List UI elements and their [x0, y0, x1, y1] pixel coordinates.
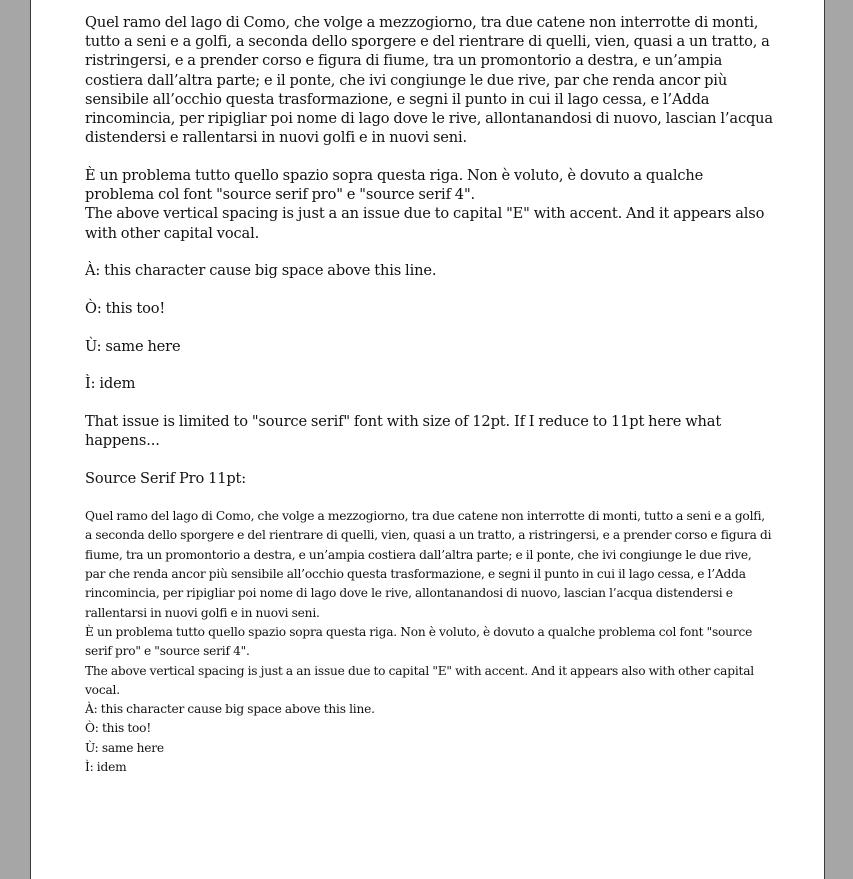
paragraph-i-grave-11pt: Ì: idem — [85, 760, 127, 775]
section-11pt — [85, 507, 775, 777]
paragraph-i-grave-12pt: Ì: idem — [85, 375, 136, 393]
paragraph-o-grave-12pt: Ò: this too! — [85, 299, 166, 317]
paragraph-spacing-note-12pt: The above vertical spacing is just a an issue due to capital "E" with accent. And it appears also with other capital vocal. — [85, 205, 765, 242]
paragraph-u-grave-11pt: Ù: same here — [85, 740, 164, 755]
paragraph-manzoni-11pt: Quel ramo del lago di Como, che volge a mezzogiorno, tra due catene non interrotte di monti, tutto a seni e a golfi, a seconda dello sporgere e del rientrare di quelli, vien, quasi a un tratto, a ristringersi, e a prender corso e figura di fiume, tra un promontorio a destra, e un’ampia costiera dall’altra parte; e il ponte, che ivi congiunge le due rive, par che renda ancor più sensibile all’occhio questa trasformazione, e segni il punto in cui il lago cessa, e l’Adda rincomincia, per ripigliar poi nome di lago dove le rive, allontanandosi di nuovo, lascian l’acqua distendersi e rallentarsi in nuovi golfi e in nuovi seni. — [85, 509, 772, 620]
document-page[interactable] — [30, 0, 825, 879]
paragraph-a-grave-12pt: À: this character cause big space above this line. — [85, 262, 437, 280]
paragraph-a-grave-11pt: À: this character cause big space above this line. — [85, 702, 375, 717]
paragraph-e-accent-11pt: È un problema tutto quello spazio sopra questa riga. Non è voluto, è dovuto a qualche problema col font "source serif pro" e "source serif 4". — [85, 624, 753, 659]
paragraph-u-grave-12pt: Ù: same here — [85, 337, 181, 355]
section-12pt — [85, 13, 775, 488]
paragraph-o-grave-11pt: Ò: this too! — [85, 721, 152, 736]
paragraph-manzoni-12pt: Quel ramo del lago di Como, che volge a mezzogiorno, tra due catene non interrotte di monti, tutto a seni e a golfi, a seconda dello sporgere e del rientrare di quelli, vien, quasi a un tratto, a ristringersi, e a prender corso e figura di fiume, tra un promontorio a destra, e un’ampia costiera dall’altra parte; e il ponte, che ivi congiunge le due rive, par che renda ancor più sensibile all’occhio questa trasformazione, e segni il punto in cui il lago cessa, e l’Adda rincomincia, per ripigliar poi nome di lago dove le rive, allontanandosi di nuovo, lascian l’acqua distendersi e rallentarsi in nuovi golfi e in nuovi seni. — [85, 14, 773, 147]
heading-11pt: Source Serif Pro 11pt: — [85, 469, 247, 487]
paragraph-spacing-note-11pt: The above vertical spacing is just a an issue due to capital "E" with accent. And it appears also with other capital vocal. — [85, 663, 755, 697]
paragraph-e-accent-12pt: È un problema tutto quello spazio sopra questa riga. Non è voluto, è dovuto a qualche problema col font "source serif pro" e "source serif 4". — [85, 166, 704, 204]
paragraph-issue-note: That issue is limited to "source serif" font with size of 12pt. If I reduce to 11pt here what happens... — [85, 413, 722, 450]
page-content — [85, 13, 775, 777]
